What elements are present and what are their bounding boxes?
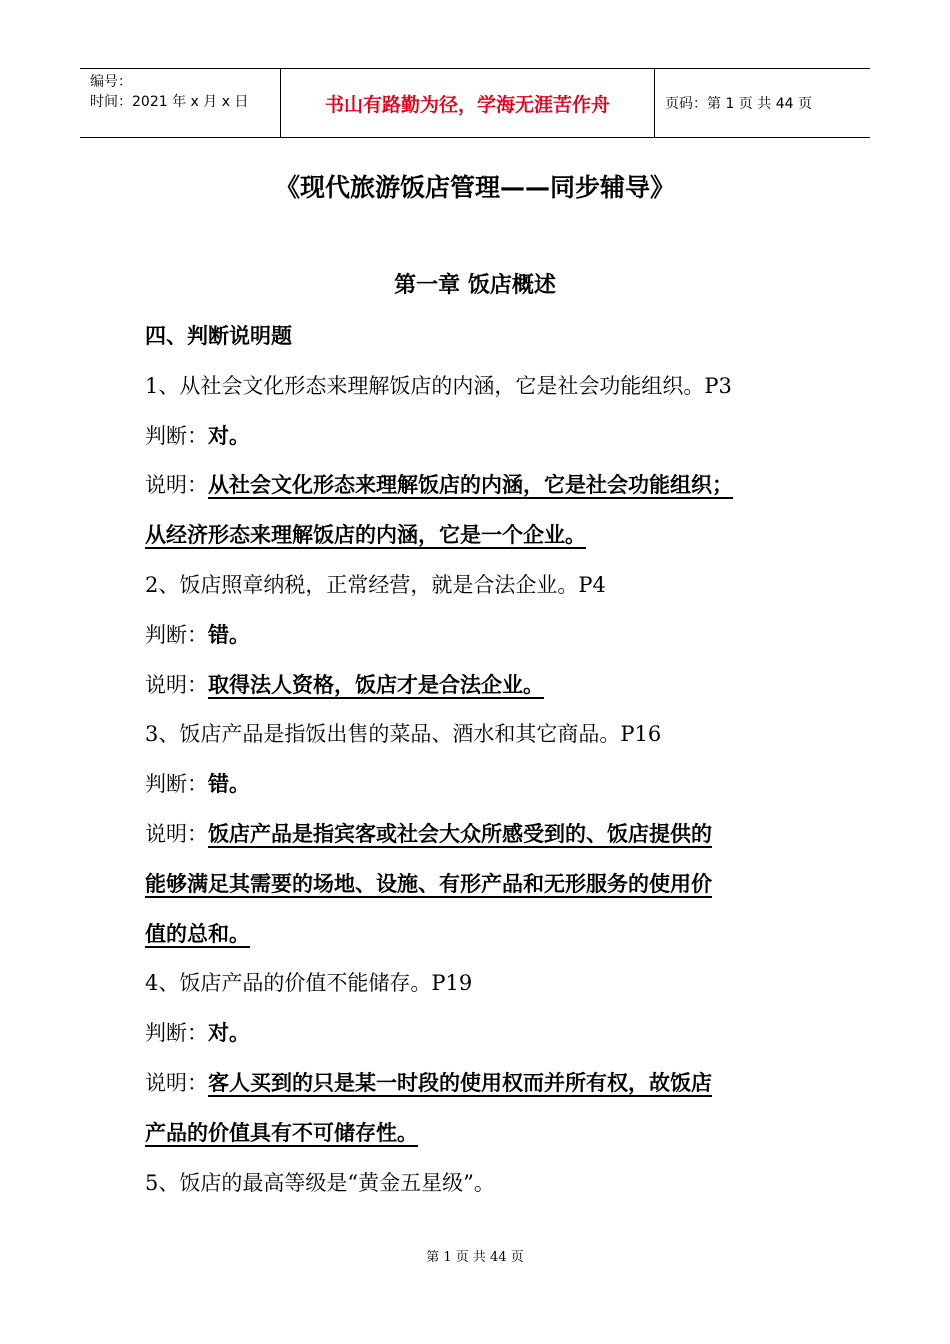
question-3: 3、饭店产品是指饭出售的菜品、酒水和其它商品。P16 xyxy=(145,722,662,747)
date-label: 时间：2021 年 x 月 x 日 xyxy=(90,94,249,110)
judgement-1 xyxy=(145,412,845,462)
judge-value: 对。 xyxy=(208,1021,250,1046)
explain-text: 饭店产品是指宾客或社会大众所感受到的、饭店提供的 xyxy=(208,821,712,846)
judgement-4 xyxy=(145,1009,845,1059)
explanation-4-cont xyxy=(145,1109,845,1159)
judge-value: 错。 xyxy=(208,772,250,797)
judge-label: 判断： xyxy=(145,1021,208,1046)
explanation-3-cont xyxy=(145,860,845,910)
explain-label: 说明： xyxy=(145,473,208,498)
question-5: 5、饭店的最高等级是“黄金五星级”。 xyxy=(145,1170,495,1195)
explain-label: 说明： xyxy=(145,821,208,846)
header-meta-cell xyxy=(80,69,281,137)
judge-label: 判断： xyxy=(145,772,208,797)
question-4: 4、饭店产品的价值不能储存。P19 xyxy=(145,971,473,996)
explanation-2 xyxy=(145,661,845,711)
judge-value: 对。 xyxy=(208,423,250,448)
header-motto: 书山有路勤为径，学海无涯苦作舟 xyxy=(281,69,655,137)
explanation-4 xyxy=(145,1059,845,1109)
explain-text: 从经济形态来理解饭店的内涵，它是一个企业。 xyxy=(145,523,586,548)
section-heading: 四、判断说明题 xyxy=(145,324,292,348)
explanation-1 xyxy=(145,461,845,511)
explain-text: 客人买到的只是某一时段的使用权而并所有权，故饭店 xyxy=(208,1070,712,1095)
page-footer: 第 1 页 共 44 页 xyxy=(426,1250,524,1265)
explain-text: 产品的价值具有不可储存性。 xyxy=(145,1120,418,1145)
explanation-1-cont xyxy=(145,511,845,561)
explain-label: 说明： xyxy=(145,672,208,697)
header-page-info: 页码：第 1 页 共 44 页 xyxy=(665,96,812,112)
explanation-3-cont xyxy=(145,910,845,960)
judge-label: 判断： xyxy=(145,423,208,448)
document-body xyxy=(145,312,845,1208)
question-1: 1、从社会文化形态来理解饭店的内涵，它是社会功能组织。P3 xyxy=(145,373,732,398)
explain-text: 取得法人资格，饭店才是合法企业。 xyxy=(208,672,544,697)
explanation-3 xyxy=(145,810,845,860)
judge-value: 错。 xyxy=(208,622,250,647)
judge-label: 判断： xyxy=(145,622,208,647)
number-label: 编号： xyxy=(90,74,132,90)
document-title: 《现代旅游饭店管理——同步辅导》 xyxy=(274,173,675,202)
explain-text: 值的总和。 xyxy=(145,921,250,946)
chapter-heading: 第一章 饭店概述 xyxy=(394,273,556,298)
header-table xyxy=(80,68,870,138)
judgement-2 xyxy=(145,611,845,661)
explain-label: 说明： xyxy=(145,1070,208,1095)
judgement-3 xyxy=(145,760,845,810)
question-2: 2、饭店照章纳税，正常经营，就是合法企业。P4 xyxy=(145,572,606,597)
explain-text: 能够满足其需要的场地、设施、有形产品和无形服务的使用价 xyxy=(145,871,712,896)
explain-text: 从社会文化形态来理解饭店的内涵，它是社会功能组织； xyxy=(208,473,733,498)
